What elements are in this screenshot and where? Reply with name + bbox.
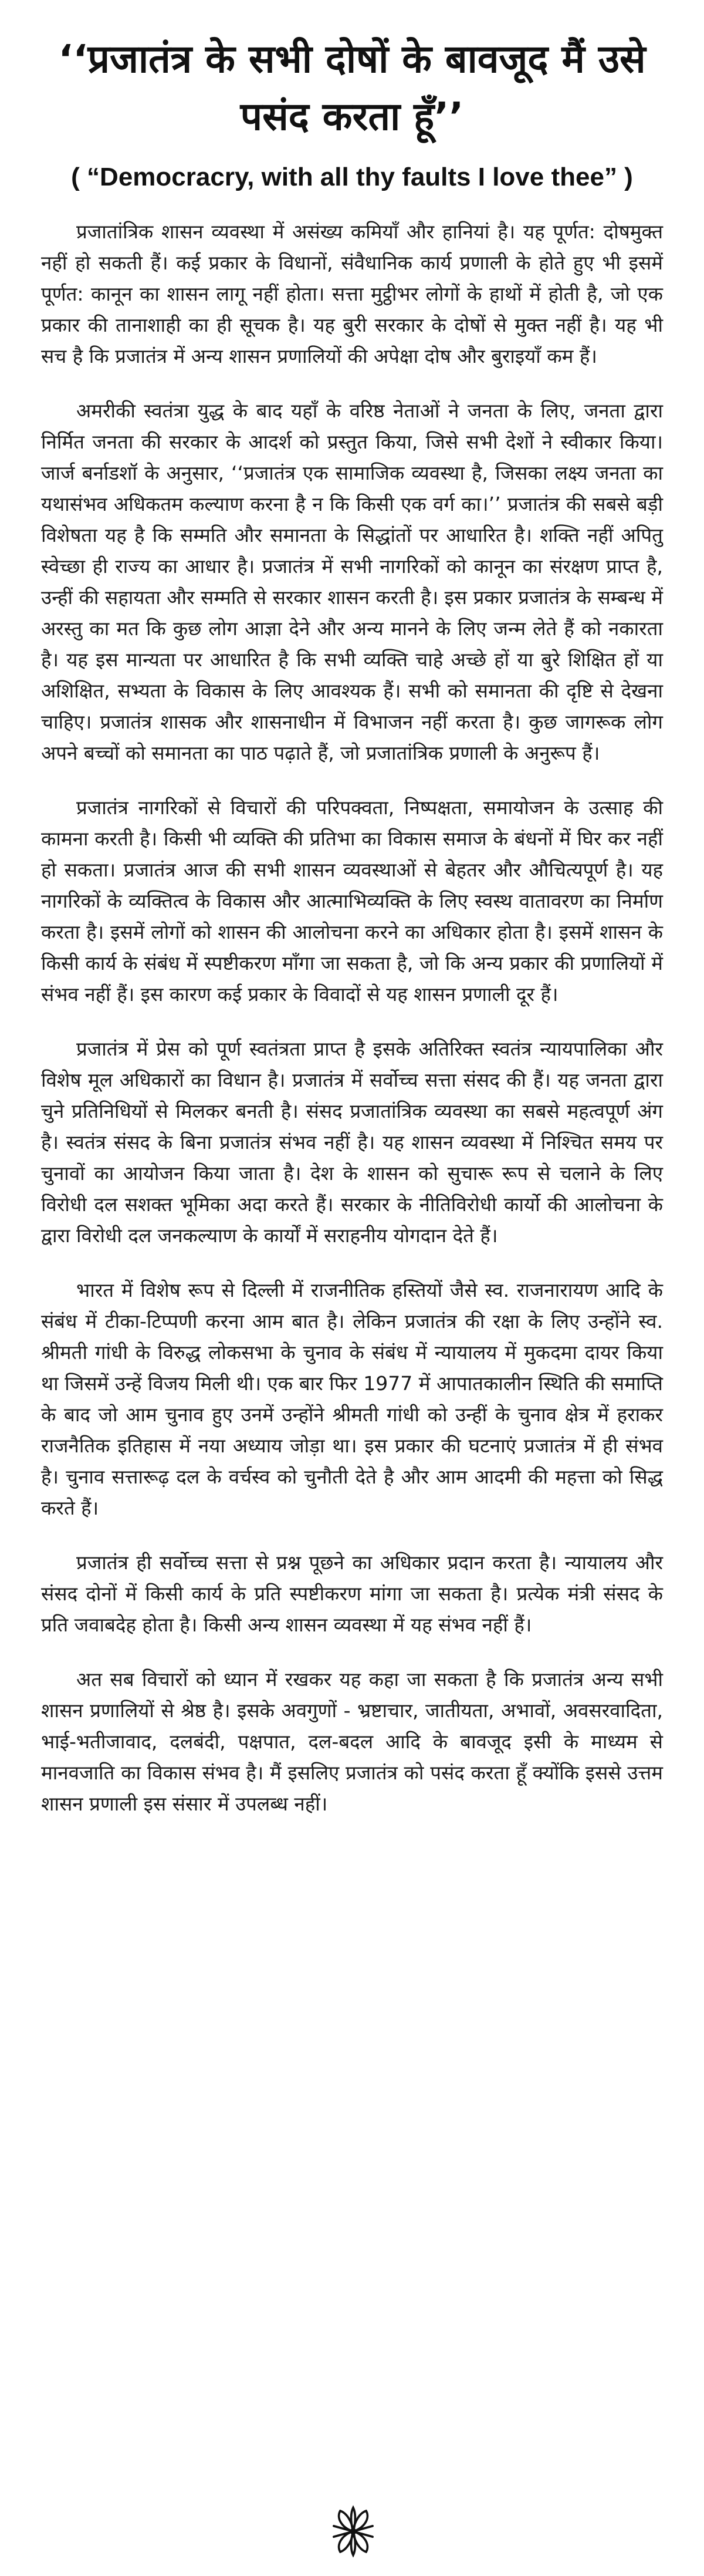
paragraph-5: भारत में विशेष रूप से दिल्ली में राजनीतिक हस्तियों जैसे स्व. राजनारायण आदि के संबंध में टीका-टिप्पणी करना आम बात है। लेकिन प्रजातंत्र की रक्षा के लिए उन्होंने स्व. श्रीमती गांधी के विरुद्ध लोकसभा के चुनाव के संबंध में न्यायालय में मुकदमा दायर किया था जिसमें उन्हें विजय मिली थी। एक बार फिर 1977 में आपातकालीन स्थिति की समाप्ति के बाद जो आम चुनाव हुए उनमें उन्होंने श्रीमती गांधी को उन्हीं के चुनाव क्षेत्र में हराकर राजनैतिक इतिहास में नया अध्याय जोड़ा था। इस प्रकार की घटनाएं प्रजातंत्र में ही संभव है। चुनाव सत्तारूढ़ दल के वर्चस्व को चुनौती देते है और आम आदमी की महत्ता को सिद्ध करते हैं। <box>41 1279 663 1519</box>
paragraph-1: प्रजातांत्रिक शासन व्यवस्था में असंख्य कमियाँ और हानियां है। यह पूर्णत: दोषमुक्त नहीं हो सकती हैं। कई प्रकार के विधानों, संवैधानिक कार्य प्रणाली के होते हुए भी इसमें पूर्णत: कानून का शासन लागू नहीं होता। सत्ता मुट्ठीभर लोगों के हाथों में होती है, जो एक प्रकार की तानाशाही का ही सूचक है। यह बुरी सरकार के दोषों से मुक्त नहीं है। यह भी सच है कि प्रजातंत्र में अन्य शासन प्रणालियों की अपेक्षा दोष और बुराइयाँ कम हैं। <box>41 220 663 367</box>
paragraph-7: अत सब विचारों को ध्यान में रखकर यह कहा जा सकता है कि प्रजातंत्र अन्य सभी शासन प्रणालियों से श्रेष्ठ है। इसके अवगुणों - भ्रष्टाचार, जातीयता, अभावों, अवसरवादिता, भाई-भतीजावाद, दलबंदी, पक्षपात, दल-बदल आदि के बावजूद इसी के माध्यम से मानवजाति का विकास संभव है। मैं इसलिए प्रजातंत्र को पसंद करता हूँ क्योंकि इससे उत्तम शासन प्रणाली इस संसार में उपलब्ध नहीं। <box>41 1668 663 1815</box>
essay-title: ‘‘प्रजातंत्र के सभी दोषों के बावजूद मैं उसे पसंद करता हूँ’’ <box>58 36 646 139</box>
paragraph-2: अमरीकी स्वतंत्रा युद्ध के बाद यहाँ के वरिष्ठ नेताओं ने जनता के लिए, जनता द्वारा निर्मित जनता की सरकार के आदर्श को प्रस्तुत किया, जिसे सभी देशों ने स्वीकार किया। जार्ज बर्नाडशॉ के अनुसार, ‘‘प्रजातंत्र एक सामाजिक व्यवस्था है, जिसका लक्ष्य जनता का यथासंभव अधिकतम कल्याण करना है न कि किसी एक वर्ग का।’’ प्रजातंत्र की सबसे बड़ी विशेषता यह है कि सम्मति और समानता के सिद्धांतों पर आधारित है। शक्ति नहीं अपितु स्वेच्छा ही राज्य का आधार है। प्रजातंत्र में सभी नागरिकों को कानून का संरक्षण प्राप्त है, उन्हीं की सहायता और सम्मति से सरकार शासन करती है। इस प्रकार प्रजातंत्र के सम्बन्ध में अरस्तु का मत कि कुछ लोग आज्ञा देने और अन्य मानने के लिए जन्म लेते हैं को नकारता है। यह इस मान्यता पर आधारित है कि सभी व्यक्ति चाहे अच्छे हों या बुरे शिक्षित हों या अशिक्षित, सभ्यता के विकास के लिए आवश्यक हैं। सभी को समानता की दृष्टि से देखना चाहिए। प्रजातंत्र शासक और शासनाधीन में विभाजन नहीं करता है। कुछ जागरूक लोग अपने बच्चों को समानता का पाठ पढ़ाते हैं, जो प्रजातांत्रिक प्रणाली के अनुरूप हैं। <box>41 399 663 764</box>
essay-subtitle: ( “Democracry, with all thy faults I love thee” ) <box>71 163 633 191</box>
paragraph-6: प्रजातंत्र ही सर्वोच्च सत्ता से प्रश्न पूछने का अधिकार प्रदान करता है। न्यायालय और संसद दोनों में किसी कार्य के प्रति स्पष्टीकरण मांगा जा सकता है। प्रत्येक मंत्री संसद के प्रति जवाबदेह होता है। किसी अन्य शासन व्यवस्था में यह संभव नहीं हैं। <box>41 1551 663 1636</box>
decorative-emblem-icon <box>326 2504 380 2558</box>
paragraph-3: प्रजातंत्र नागरिकों से विचारों की परिपक्वता, निष्पक्षता, समायोजन के उत्साह की कामना करती है। किसी भी व्यक्ति की प्रतिभा का विकास समाज के बंधनों में घिर कर नहीं हो सकता। प्रजातंत्र आज की सभी शासन व्यवस्थाओं से बेहतर और औचित्यपूर्ण है। यह नागरिकों के व्यक्तित्व के विकास और आत्माभिव्यक्ति के लिए स्वस्थ वातावरण का निर्माण करता है। इसमें लोगों को शासन की आलोचना करने का अधिकार होता है। इसमें शासन के किसी कार्य के संबंध में स्पष्टीकरण माँगा जा सकता है, जो कि अन्य प्रकार की प्रणालियों में संभव नहीं हैं। इस कारण कई प्रकार के विवादों से यह शासन प्रणाली दूर हैं। <box>41 796 663 1006</box>
paragraph-4: प्रजातंत्र में प्रेस को पूर्ण स्वतंत्रता प्राप्त है इसके अतिरिक्त स्वतंत्र न्यायपालिका और विशेष मूल अधिकारों का विधान है। प्रजातंत्र में सर्वोच्च सत्ता संसद की हैं। यह जनता द्वारा चुने प्रतिनिधियों से मिलकर बनती है। संसद प्रजातांत्रिक व्यवस्था का सबसे महत्वपूर्ण अंग है। स्वतंत्र संसद के बिना प्रजातंत्र संभव नहीं है। यह शासन व्यवस्था में निश्चित समय पर चुनावों का आयोजन किया जाता है। देश के शासन को सुचारू रूप से चलाने के लिए विरोधी दल सशक्त भूमिका अदा करते हैं। सरकार के नीतिविरोधी कार्यो की आलोचना के द्वारा विरोधी दल जनकल्याण के कार्यों में सराहनीय योगदान देते हैं। <box>41 1037 663 1247</box>
